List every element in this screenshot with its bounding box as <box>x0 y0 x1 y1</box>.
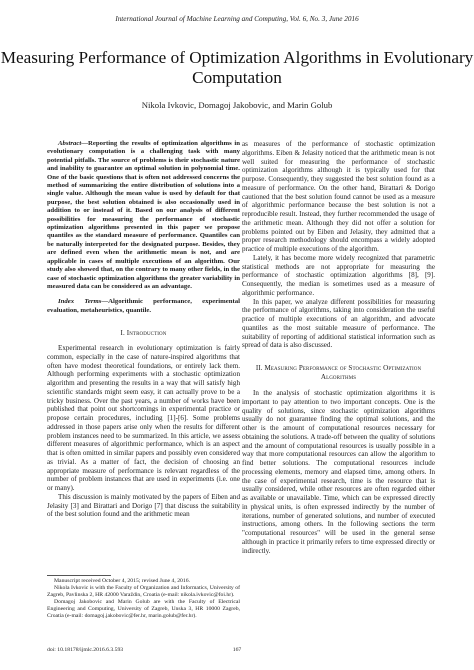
intro-paragraph: Experimental research in evolutionary optimization is fairly common, especially in the case of nature-inspired algorithms that often have modest theoretical foundations, or entirely lack them. Although performing experiments with a stochastic optimization algorithm and presenting the results in a way that will satisfy high scientific standards might seem easy, it can actually prove to be a tricky business. Over the past years, a number of works have been published that point out shortcomings in experimental practice or propose certain procedures, including [1]-[6]. Some problems addressed in those papers arise only when the results for different problem instances need to be summarized. In this article, we assess different measures of algorithmic performance, which is an aspect that is often omitted in similar papers and possibly even considered as trivial. As a matter of fact, the decision of choosing an appropriate measure of performance is relevant regardless of the number of problem instances that are used in experiments (i.e. one or many). <box>47 344 240 493</box>
journal-header: International Journal of Machine Learning and Computing, Vol. 6, No. 3, June 2016 <box>115 15 359 23</box>
body-paragraph: In this paper, we analyze different possibilities for measuring the performance of algorithms, taking into consideration the useful practice of multiple executions of an algorithm, and advocate quantiles as the most suitable measure of performance. The suitability of reporting of additional statistical information such as spread of data is also discussed. <box>242 297 435 350</box>
intro-paragraph: This discussion is mainly motivated by the papers of Eiben and Jelasity [3] and Birattari and Dorigo [7] that discuss the suitability of the best solution found and the arithmetic mean <box>47 492 240 519</box>
abstract-text: —Reporting the results of optimization algorithms in evolutionary computation is a challenging task with many potential pitfalls. The source of problems is their stochastic nature and inability to guarantee an optimal solution in polynomial time. One of the basic questions that is often not addressed concerns the method of summarizing the entire distribution of solutions into a single value. Although the mean value is used by default for that purpose, the best solution obtained is also occasionally used in addition to or instead of it. Based on our analysis of different possibilities for measuring the performance of stochastic optimization algorithms presented in this paper we propose quantiles as the standard measure of performance. Quantiles can be naturally interpreted for the designated purpose. Besides, they are defined even when the arithmetic mean is not, and are applicable in cases of multiple executions of an algorithm. Our study also showed that, on the contrary to many other fields, in the case of stochastic optimization algorithms the greater variability in measured data can be considered as an advantage. <box>47 140 240 290</box>
index-terms-label: Index Terms <box>58 298 102 306</box>
footnote-line: Manuscript received October 4, 2015; revised June 4, 2016. <box>54 578 190 584</box>
footnote-line: Domagoj Jakobovic and Marin Golub are with the Faculty of Electrical Engineering and Computing, University of Zagreb, Unska 3, HR 10000 Zagreb, Croatia (e-mail: domagoj.jakobovic@fer.hr, marin.golub@fer.hr). <box>47 599 240 620</box>
body-paragraph: as measures of the performance of stochastic optimization algorithms. Eiben & Jelasity noticed that the arithmetic mean is not well suited for measuring the performance of stochastic optimization algorithms although it is typically used for that purpose. Consequently, they suggested the best solution found as a measure of performance. On the other hand, Birattari & Dorigo cautioned that the best solution found cannot be used as a measure of algorithmic performance because the best solution is not a reproducible result. Instead, they further recommended the usage of the arithmetic mean. Although they did not offer a solution for problems pointed out by Eiben and Jelasity, they admitted that a proper research methodology should encompass a widely adopted practice of multiple executions of the algorithm. <box>242 140 435 253</box>
index-terms <box>47 298 240 315</box>
abstract <box>47 140 240 291</box>
section-heading-introduction: I. Introduction <box>120 329 167 338</box>
paper-title: Measuring Performance of Optimization Algorithms in Evolutionary Computation <box>0 48 474 87</box>
left-column <box>47 140 240 519</box>
abstract-label: Abstract <box>58 140 82 147</box>
footnote-line: Nikola Ivkovic is with the Faculty of Organization and Informatics, University of Zagreb, Pavlinska 2, HR 42000 Varaždin, Croatia (e-mail: nikola.ivkovic@foi.hr). <box>47 585 240 599</box>
footnote-rule <box>47 575 111 576</box>
doi-label: doi: 10.18178/ijmlc.2016.6.3.593 <box>47 647 124 653</box>
section2-paragraph: In the analysis of stochastic optimization algorithms it is important to pay attention to two important concepts. One is the quality of solutions, since stochastic optimization algorithms usually do not guarantee finding the optimal solutions, and the other is the amount of computational resources necessary for obtaining the solutions. A trade-off between the quality of solutions and the amount of computational resources is usually possible in a way that more computational resources can allow the algorithm to find better solutions. The computational resources include processing elements, memory and elapsed time, among others. In the case of experimental research, time is the resource that is usually considered, while other resources are often regarded either as available or unavailable. Time, which can be expressed directly in physical units, is often expressed indirectly by the number of iterations, number of generated solutions, and number of executed instructions, among others. In the following sections the term "computational resources" will be used in the general sense although in practice it primarily refers to time expressed directly or indirectly. <box>242 389 435 555</box>
author-list: Nikola Ivkovic, Domagoj Jakobovic, and Marin Golub <box>141 100 333 110</box>
index-terms-text: —Algorithmic performance, experimental evaluation, metaheuristics, quantile. <box>47 298 240 314</box>
footnote <box>47 578 240 621</box>
right-column <box>242 140 435 555</box>
body-paragraph: Lately, it has become more widely recognized that parametric statistical methods are not appropriate for measuring the performance of stochastic optimization algorithms [8], [9]. Consequently, the median is sometimes used as a measure of algorithmic performance. <box>242 253 435 297</box>
section-heading-measuring: II. Measuring Performance of Stochastic Optimization Algorithms <box>255 364 422 381</box>
page-number: 167 <box>232 647 242 653</box>
